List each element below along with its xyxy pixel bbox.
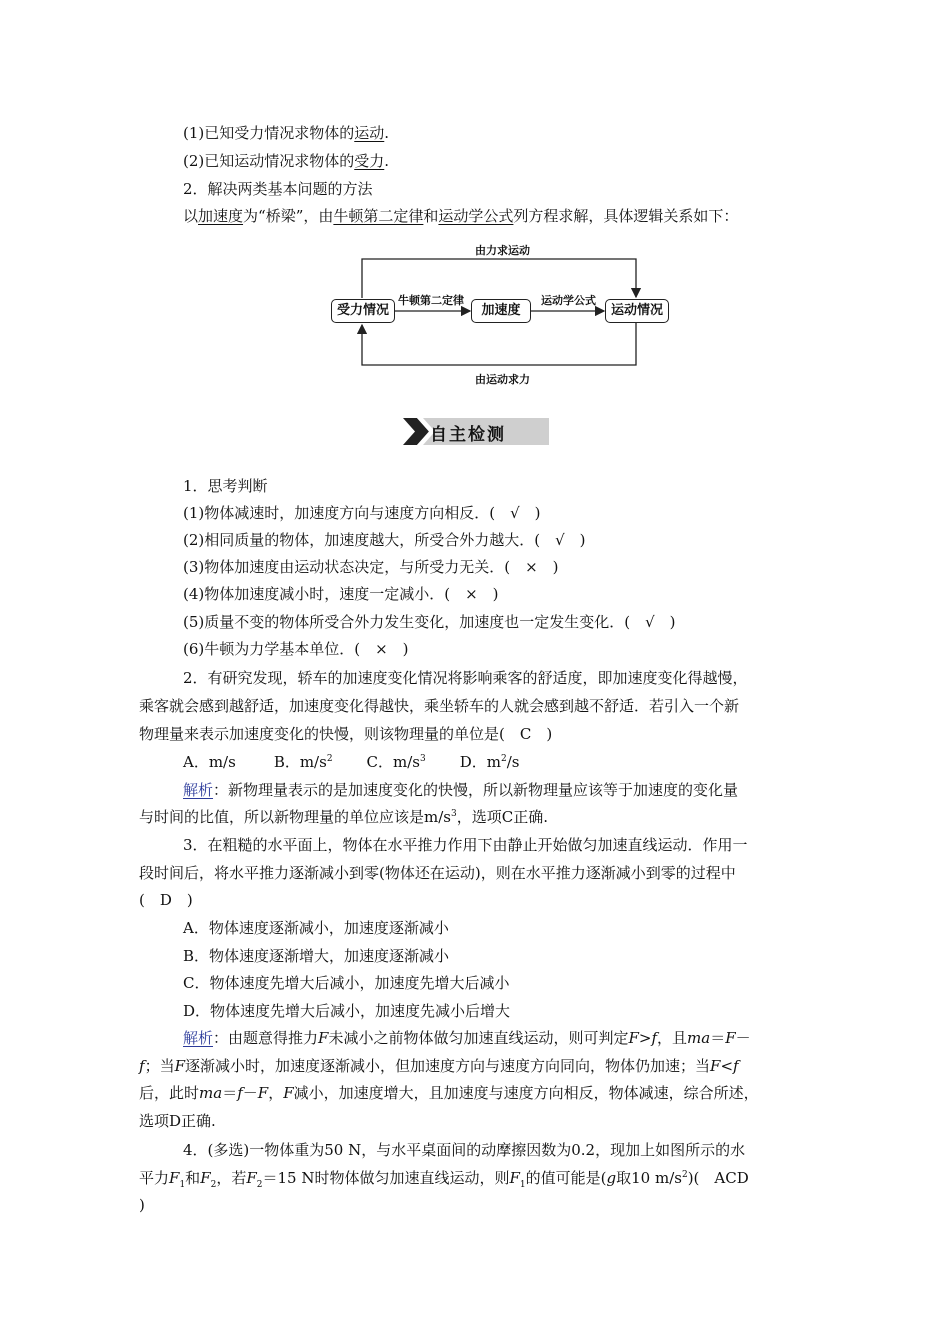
q3-analysis-2: f；当F逐渐减小时，加速度逐渐减小，但加速度方向与速度方向同向，物体仍加速；当F<f xyxy=(139,1057,739,1075)
text: )( ACD xyxy=(687,1169,749,1187)
force-box: 受力情况 xyxy=(331,299,395,323)
q3-option-c: C．物体速度先增大后减小，加速度先增大后减小 xyxy=(183,974,510,992)
text: － xyxy=(242,1084,258,1102)
text: ，若 xyxy=(216,1169,247,1187)
text: 后，此时 xyxy=(139,1084,200,1102)
text: ：由题意得推力 xyxy=(213,1029,319,1047)
option-c: C．m/s xyxy=(366,753,420,771)
bottom-loop-arrow xyxy=(362,323,636,365)
q1-item-4: (4)物体加速度减小时，速度一定减小．( × ) xyxy=(183,585,499,603)
text: 为“桥梁”，由 xyxy=(243,207,334,225)
q3-line-3: ( D ) xyxy=(139,891,193,909)
text: ；当 xyxy=(144,1057,175,1075)
analysis-label: 解析 xyxy=(183,781,214,799)
q4-line-1: 4．(多选)一物体重为50 N，与水平桌面间的动摩擦因数为0.2，现加上如图所示的水 xyxy=(183,1141,746,1159)
option-a: A．m/s xyxy=(183,753,236,771)
bottom-loop-label: 由运动求力 xyxy=(475,373,530,386)
text: ＝15 N时物体做匀加速直线运动，则 xyxy=(262,1169,510,1187)
newton-law-label: 牛顿第二定律 xyxy=(398,294,464,307)
q1-title: 1．思考判断 xyxy=(183,477,268,495)
top-loop-label: 由力求运动 xyxy=(475,244,530,257)
kinematics-label: 运动学公式 xyxy=(541,294,596,307)
text: ，选项C正确. xyxy=(456,808,548,826)
q4-line-3: ) xyxy=(139,1196,145,1214)
underlined-term: 牛顿第二定律 xyxy=(333,207,424,225)
text: 和 xyxy=(185,1169,201,1187)
q1-item-3: (3)物体加速度由运动状态决定，与所受力无关．( × ) xyxy=(183,558,559,576)
text: ：新物理量表示的是加速度变化的快慢，所以新物理量应该等于加速度的变化量 xyxy=(213,781,739,799)
option-b: B．m/s xyxy=(273,753,327,771)
q2-line-2: 乘客就会感到越舒适，加速度变化得越快，乘坐轿车的人就会感到越不舒适．若引入一个新 xyxy=(139,697,740,715)
underlined-term: 运动 xyxy=(354,124,385,142)
section-title: 自主检测 xyxy=(430,425,506,445)
text: 的值可能是( xyxy=(525,1169,607,1187)
text: ，且 xyxy=(657,1029,688,1047)
q2-analysis-1 xyxy=(183,780,738,800)
superscript: 2 xyxy=(501,754,507,764)
text: 以 xyxy=(183,207,199,225)
q3-option-d: D．物体速度先增大后减小，加速度先减小后增大 xyxy=(183,1002,511,1020)
text: 减小，加速度增大，且加速度与速度方向相反，物体减速，综合所述， xyxy=(293,1084,759,1102)
q2-line-3: 物理量来表示加速度变化的快慢，则该物理量的单位是( C ) xyxy=(139,725,553,743)
q2-options xyxy=(183,752,520,772)
text: 平力 xyxy=(139,1169,170,1187)
q4-line-2: 平力$F_1$和$F_2$，若$F_2=15$ N时物体做匀加速直线运动，则$F_1$的值可能是(g取10 $m/s^2$)( ACD xyxy=(139,1169,749,1190)
text: (2)已知运动情况求物体的 xyxy=(183,152,355,170)
underlined-term: 受力 xyxy=(354,152,385,170)
text: ， xyxy=(268,1084,284,1102)
text: ＝ xyxy=(222,1084,238,1102)
text: 逐渐减小时，加速度逐渐减小，但加速度方向与速度方向同向，物体仍加速；当 xyxy=(185,1057,711,1075)
q1-item-1: (1)物体减速时，加速度方向与速度方向相反．( √ ) xyxy=(183,504,541,522)
text: 取10 m/s xyxy=(616,1169,682,1187)
motion-box: 运动情况 xyxy=(605,299,669,323)
underlined-term: 加速度 xyxy=(198,207,244,225)
text: 与时间的比值，所以新物理量的单位应该是m/s xyxy=(139,808,451,826)
option-d: D．m xyxy=(459,753,501,771)
analysis-label: 解析 xyxy=(183,1029,214,1047)
q3-analysis-3: 后，此时ma＝f－F，F减小，加速度增大，且加速度与速度方向相反，物体减速，综合所述， xyxy=(139,1084,759,1102)
q3-line-2: 段时间后，将水平推力逐渐减小到零(物体还在运动)，则在水平推力逐渐减小到零的过程中 xyxy=(139,864,736,882)
text: － xyxy=(735,1029,751,1047)
text: 和 xyxy=(423,207,439,225)
q3-analysis-1: 解析：由题意得推力F未减小之前物体做匀加速直线运动，则可判定F>f，且ma＝F－ xyxy=(183,1029,751,1047)
underlined-term: 运动学公式 xyxy=(438,207,514,225)
text: ＝ xyxy=(710,1029,726,1047)
text: 未减小之前物体做匀加速直线运动，则可判定 xyxy=(328,1029,629,1047)
q3-analysis-4: 选项D正确. xyxy=(139,1112,216,1130)
diagram-lines xyxy=(0,0,950,400)
q3-line-1: 3．在粗糙的水平面上，物体在水平推力作用下由静止开始做匀加速直线运动．作用一 xyxy=(183,836,748,854)
q1-item-2: (2)相同质量的物体，加速度越大，所受合外力越大．( √ ) xyxy=(183,531,586,549)
text: /s xyxy=(506,753,520,771)
text: (1)已知受力情况求物体的 xyxy=(183,124,355,142)
intro-line-3: 2．解决两类基本问题的方法 xyxy=(183,180,373,198)
q2-analysis-2 xyxy=(139,807,548,827)
acceleration-box: 加速度 xyxy=(471,299,531,323)
text: 列方程求解，具体逻辑关系如下： xyxy=(513,207,739,225)
text: . xyxy=(384,124,390,142)
q1-item-5: (5)质量不变的物体所受合外力发生变化，加速度也一定发生变化．( √ ) xyxy=(183,613,676,631)
text: . xyxy=(384,152,390,170)
q1-item-6: (6)牛顿为力学基本单位．( × ) xyxy=(183,640,409,658)
superscript: 2 xyxy=(326,754,333,764)
superscript: 3 xyxy=(420,754,426,764)
q2-line-1: 2．有研究发现，轿车的加速度变化情况将影响乘客的舒适度，即加速度变化得越慢， xyxy=(183,669,748,687)
q3-option-a: A．物体速度逐渐减小，加速度逐渐减小 xyxy=(183,919,449,937)
q3-option-b: B．物体速度逐渐增大，加速度逐渐减小 xyxy=(183,947,450,965)
superscript: 3 xyxy=(450,809,457,819)
